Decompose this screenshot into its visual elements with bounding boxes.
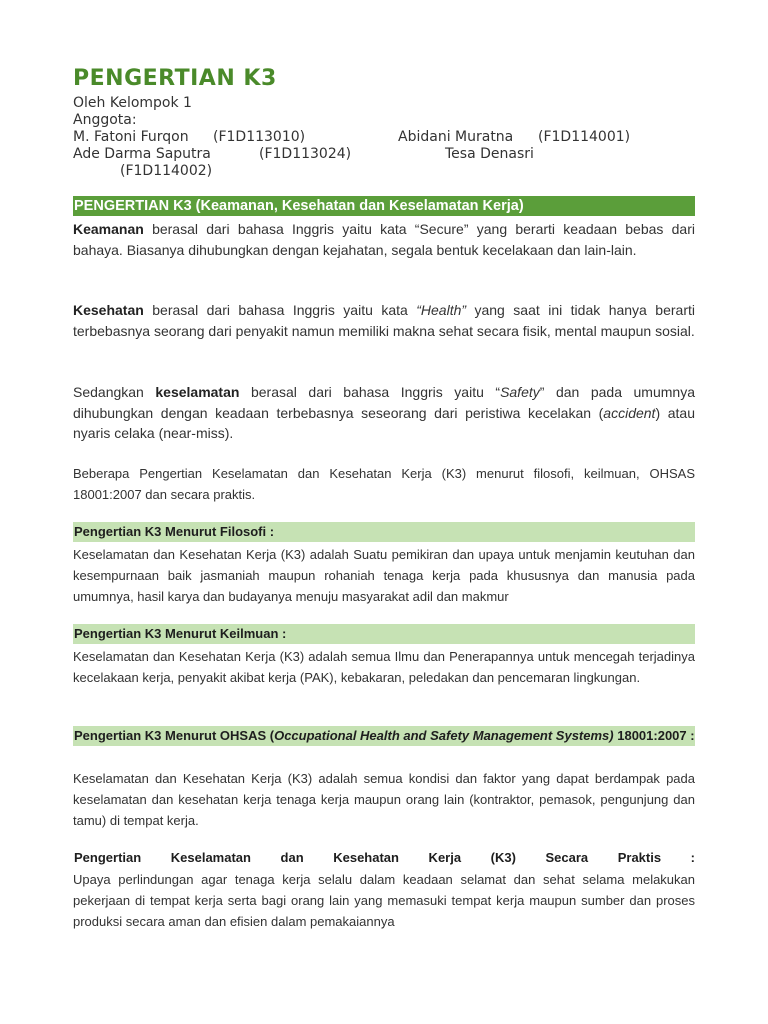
- page-title: PENGERTIAN K3: [73, 66, 277, 91]
- kesehatan-paragraph: Kesehatan berasal dari bahasa Inggris yaitu kata “Health” yang saat ini tidak hanya berarti terbebasnya seorang dari penyakit namun memiliki makna sehat secara fisik, mental maupun sosial.: [73, 302, 695, 339]
- member-name: Abidani Muratna: [398, 129, 514, 145]
- heading-praktis: Pengertian Keselamatan dan Kesehatan Kerja (K3) Secara Praktis :: [74, 850, 695, 865]
- member-name: M. Fatoni Furqon: [73, 129, 189, 145]
- member-id: (F1D114002): [120, 163, 213, 179]
- member-row-2: [73, 146, 695, 163]
- member-name: Tesa Denasri: [445, 146, 534, 162]
- keselamatan-paragraph: Sedangkan keselamatan berasal dari bahasa Inggris yaitu “Safety” dan pada umumnya dihubungkan dengan keadaan terbebasnya seseorang dari peristiwa kecelakan (accident) atau nyaris celaka (near-miss).: [73, 384, 695, 441]
- member-id: (F1D114001): [538, 129, 631, 145]
- term-keamanan: Keamanan: [73, 221, 144, 237]
- member-id: (F1D113024): [259, 146, 352, 162]
- body-filosofi: Keselamatan dan Kesehatan Kerja (K3) adalah Suatu pemikiran dan upaya untuk menjamin keutuhan dan kesempurnaan baik jasmaniah maupun rohaniah tenaga kerja pada khususnya dan manusia pada umumnya, hasil karya dan budayanya menuju masyarakat adil dan makmur: [73, 547, 695, 604]
- member-name: Ade Darma Saputra: [73, 146, 211, 162]
- members-label-line: [73, 112, 695, 129]
- body-keilmuan: Keselamatan dan Kesehatan Kerja (K3) adalah semua Ilmu dan Penerapannya untuk mencegah terjadinya kecelakaan kerja, penyakit akibat kerja (PAK), kebakaran, peledakan dan pencemaran lingkungan.: [73, 649, 695, 685]
- section-heading: PENGERTIAN K3 (Keamanan, Kesehatan dan Keselamatan Kerja): [73, 196, 695, 216]
- heading-keilmuan: Pengertian K3 Menurut Keilmuan :: [73, 624, 695, 644]
- member-row-3: [73, 163, 695, 180]
- term-kesehatan: Kesehatan: [73, 302, 144, 318]
- body-ohsas: Keselamatan dan Kesehatan Kerja (K3) adalah semua kondisi dan faktor yang dapat berdampak pada keselamatan dan kesehatan kerja tenaga kerja maupun orang lain (kontraktor, pemasok, pengunjung dan tamu) di tempat kerja.: [73, 771, 695, 828]
- keamanan-paragraph: Keamanan berasal dari bahasa Inggris yaitu kata “Secure” yang berarti keadaan bebas dari bahaya. Biasanya dihubungkan dengan kejahatan, segala bentuk kecelakaan dan lain-lain.: [73, 221, 695, 258]
- intro-paragraph: Beberapa Pengertian Keselamatan dan Kesehatan Kerja (K3) menurut filosofi, keilmuan, OHSAS 18001:2007 dan secara praktis.: [73, 466, 695, 502]
- members-label: Anggota:: [73, 112, 137, 128]
- group-name: Oleh Kelompok 1: [73, 95, 192, 111]
- heading-filosofi: Pengertian K3 Menurut Filosofi :: [73, 522, 695, 542]
- body-praktis: Upaya perlindungan agar tenaga kerja selalu dalam keadaan selamat dan sehat selama melakukan pekerjaan di tempat kerja serta bagi orang lain yang memasuki tempat kerja maupun sumber dan proses produksi secara aman dan efisien dalam pemakaiannya: [73, 872, 695, 929]
- heading-ohsas: Pengertian K3 Menurut OHSAS (Occupational Health and Safety Management Systems) 18001:2007 :: [73, 726, 695, 746]
- member-row-1: [73, 129, 695, 146]
- member-id: (F1D113010): [213, 129, 306, 145]
- group-line: [73, 95, 695, 112]
- author-block: [73, 95, 695, 180]
- term-keselamatan: keselamatan: [155, 384, 240, 400]
